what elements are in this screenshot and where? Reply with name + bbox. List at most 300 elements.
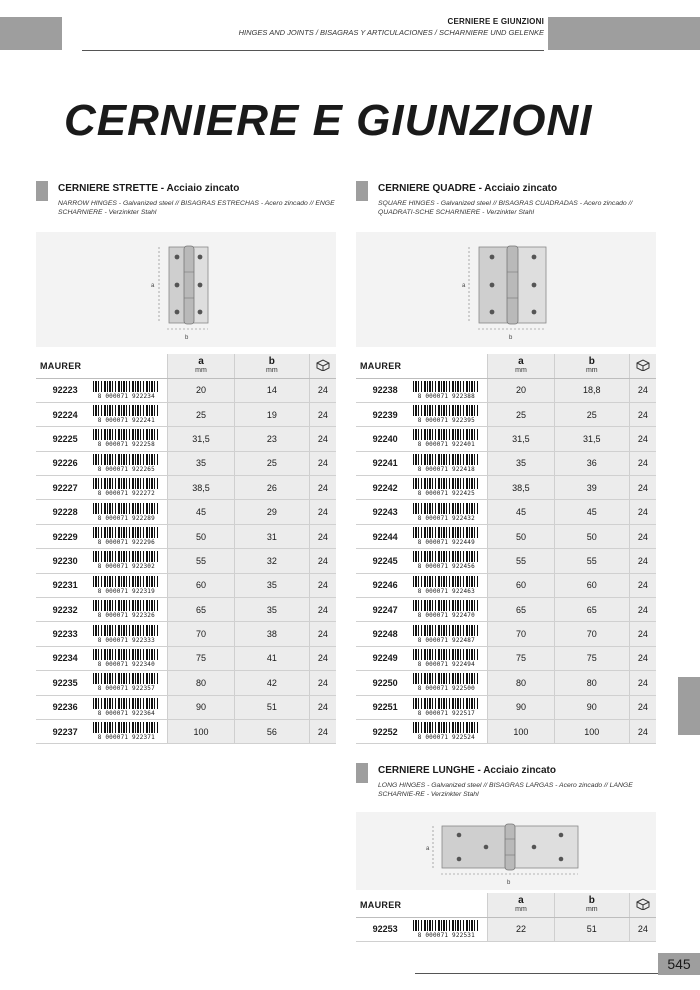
article-code: 92235 — [36, 671, 86, 695]
dimension-b: 42 — [234, 671, 309, 695]
table-row — [356, 451, 656, 475]
table-row — [356, 598, 656, 622]
barcode — [86, 524, 168, 548]
col-b-header — [554, 893, 629, 917]
table-header-row — [36, 354, 336, 378]
article-code: 92238 — [356, 378, 406, 402]
dimension-a: 45 — [167, 500, 234, 524]
barcode-number: 8 000071 922258 — [97, 441, 155, 449]
table-row — [356, 671, 656, 695]
section-title: CERNIERE LUNGHE - Acciaio zincato — [378, 765, 556, 776]
pack-quantity: 24 — [629, 378, 656, 402]
table-row — [356, 476, 656, 500]
dimension-b: 51 — [234, 695, 309, 719]
dimension-b: 70 — [554, 622, 629, 646]
barcode — [406, 451, 488, 475]
barcode-number: 8 000071 922234 — [97, 392, 155, 400]
section-marker — [36, 181, 48, 201]
pack-quantity: 24 — [629, 573, 656, 597]
barcode-number: 8 000071 922272 — [97, 490, 155, 498]
table-row — [36, 646, 336, 670]
dimension-b: 41 — [234, 646, 309, 670]
table-row — [36, 695, 336, 719]
header-left-block — [0, 17, 62, 50]
dimension-b: 23 — [234, 427, 309, 451]
barcode-lines — [93, 454, 159, 465]
pack-quantity: 24 — [629, 524, 656, 548]
narrow-hinge-image — [36, 232, 336, 347]
barcode-lines — [93, 722, 159, 733]
barcode — [86, 500, 168, 524]
barcode — [86, 573, 168, 597]
pack-quantity: 24 — [629, 500, 656, 524]
narrow-hinges-table — [36, 354, 336, 744]
table-row — [356, 549, 656, 573]
barcode-lines — [93, 600, 159, 611]
table-row — [356, 378, 656, 402]
barcode — [86, 402, 168, 426]
barcode-number: 8 000071 922401 — [417, 441, 475, 449]
dimension-a: 35 — [487, 451, 554, 475]
barcode-number: 8 000071 922487 — [417, 636, 475, 644]
barcode-number: 8 000071 922364 — [97, 709, 155, 717]
article-code: 92250 — [356, 671, 406, 695]
brand-logo: MAURER — [36, 354, 167, 378]
barcode-number: 8 000071 922531 — [417, 931, 475, 939]
header-subtitle: HINGES AND JOINTS / BISAGRAS Y ARTICULACIONES / SCHARNIERE UND GELENKE — [238, 28, 544, 37]
table-row — [356, 500, 656, 524]
dimension-a: 70 — [167, 622, 234, 646]
barcode — [86, 719, 168, 743]
dimension-a: 60 — [487, 573, 554, 597]
article-code: 92234 — [36, 646, 86, 670]
col-a-header — [487, 354, 554, 378]
square-hinges-table — [356, 354, 656, 744]
pack-quantity: 24 — [309, 402, 336, 426]
barcode-lines — [413, 920, 479, 931]
dim-a-label: a — [462, 283, 466, 289]
barcode-lines — [93, 503, 159, 514]
brand-logo: MAURER — [356, 354, 487, 378]
dimension-a: 100 — [167, 719, 234, 743]
dimension-b: 35 — [234, 598, 309, 622]
col-a-header — [167, 354, 234, 378]
barcode-number: 8 000071 922470 — [417, 612, 475, 620]
barcode-lines — [413, 405, 479, 416]
dimension-a: 70 — [487, 622, 554, 646]
table-row — [356, 402, 656, 426]
article-code: 92233 — [36, 622, 86, 646]
barcode-lines — [93, 527, 159, 538]
article-code: 92224 — [36, 402, 86, 426]
barcode-number: 8 000071 922388 — [417, 392, 475, 400]
article-code: 92229 — [36, 524, 86, 548]
pack-quantity: 24 — [309, 671, 336, 695]
pack-quantity: 24 — [629, 549, 656, 573]
barcode-number: 8 000071 922333 — [97, 636, 155, 644]
col-a-label: a — [198, 355, 204, 367]
dimension-a: 25 — [167, 402, 234, 426]
barcode-lines — [413, 503, 479, 514]
barcode — [86, 476, 168, 500]
box-icon — [309, 354, 336, 378]
dimension-b: 36 — [554, 451, 629, 475]
table-row — [36, 622, 336, 646]
box-icon — [629, 893, 656, 917]
header-rule — [82, 50, 544, 51]
dimension-b: 18,8 — [554, 378, 629, 402]
barcode — [406, 427, 488, 451]
pack-quantity: 24 — [629, 451, 656, 475]
table-row — [36, 476, 336, 500]
barcode — [406, 378, 488, 402]
barcode-lines — [93, 381, 159, 392]
pack-quantity: 24 — [309, 378, 336, 402]
barcode — [406, 671, 488, 695]
dimension-a: 31,5 — [167, 427, 234, 451]
barcode-lines — [413, 576, 479, 587]
barcode-lines — [413, 673, 479, 684]
dimension-b: 31,5 — [554, 427, 629, 451]
barcode-lines — [93, 551, 159, 562]
table-row — [356, 573, 656, 597]
pack-quantity: 24 — [629, 476, 656, 500]
pack-quantity: 24 — [309, 719, 336, 743]
pack-quantity: 24 — [629, 402, 656, 426]
article-code: 92228 — [36, 500, 86, 524]
article-code: 92253 — [356, 917, 406, 941]
box-icon — [629, 354, 656, 378]
table-row — [36, 500, 336, 524]
barcode-number: 8 000071 922463 — [417, 587, 475, 595]
barcode-lines — [93, 649, 159, 660]
article-code: 92249 — [356, 646, 406, 670]
barcode — [406, 917, 488, 941]
barcode-lines — [93, 405, 159, 416]
barcode-lines — [93, 478, 159, 489]
square-hinge-drawing — [356, 232, 656, 347]
dimension-b: 90 — [554, 695, 629, 719]
pack-quantity: 24 — [629, 646, 656, 670]
dimension-b: 45 — [554, 500, 629, 524]
article-code: 92241 — [356, 451, 406, 475]
barcode — [406, 646, 488, 670]
table-row — [36, 598, 336, 622]
barcode-number: 8 000071 922418 — [417, 465, 475, 473]
barcode — [86, 671, 168, 695]
barcode-number: 8 000071 922319 — [97, 587, 155, 595]
barcode — [406, 402, 488, 426]
barcode — [406, 695, 488, 719]
barcode-lines — [93, 429, 159, 440]
col-b-header — [234, 354, 309, 378]
section-description: LONG HINGES - Galvanized steel // BISAGRAS LARGAS - Acero zincado // LANGE SCHARNIE-RE - Verzinkter Stahl — [378, 782, 633, 798]
table-row — [36, 378, 336, 402]
barcode — [86, 451, 168, 475]
article-code: 92251 — [356, 695, 406, 719]
table-row — [356, 695, 656, 719]
dim-a-label: a — [151, 283, 155, 289]
table-row — [36, 427, 336, 451]
article-code: 92223 — [36, 378, 86, 402]
barcode — [406, 524, 488, 548]
barcode — [406, 476, 488, 500]
barcode — [406, 573, 488, 597]
article-code: 92247 — [356, 598, 406, 622]
section-marker — [356, 181, 368, 201]
col-b-unit: mm — [585, 905, 598, 913]
article-code: 92236 — [36, 695, 86, 719]
barcode-number: 8 000071 922395 — [417, 417, 475, 425]
table-row — [356, 524, 656, 548]
barcode — [86, 549, 168, 573]
dimension-b: 26 — [234, 476, 309, 500]
dimension-a: 20 — [167, 378, 234, 402]
barcode — [86, 427, 168, 451]
dimension-a: 90 — [487, 695, 554, 719]
barcode-lines — [93, 576, 159, 587]
barcode-lines — [413, 649, 479, 660]
barcode-number: 8 000071 922302 — [97, 563, 155, 571]
square-hinge-image — [356, 232, 656, 347]
dimension-b: 39 — [554, 476, 629, 500]
barcode-lines — [413, 625, 479, 636]
section-marker — [356, 763, 368, 783]
header-right-block — [548, 17, 700, 50]
col-b-unit: mm — [585, 366, 598, 374]
barcode-number: 8 000071 922326 — [97, 612, 155, 620]
article-code: 92227 — [36, 476, 86, 500]
table-row — [36, 671, 336, 695]
barcode-lines — [93, 625, 159, 636]
table-row — [36, 524, 336, 548]
pack-quantity: 24 — [629, 671, 656, 695]
col-b-label: b — [268, 355, 275, 367]
barcode-number: 8 000071 922296 — [97, 539, 155, 547]
dimension-a: 65 — [167, 598, 234, 622]
col-b-header — [554, 354, 629, 378]
dimension-b: 50 — [554, 524, 629, 548]
dimension-b: 14 — [234, 378, 309, 402]
dimension-b: 38 — [234, 622, 309, 646]
dimension-b: 60 — [554, 573, 629, 597]
barcode — [406, 719, 488, 743]
pack-quantity: 24 — [629, 598, 656, 622]
barcode-number: 8 000071 922340 — [97, 660, 155, 668]
dimension-b: 55 — [554, 549, 629, 573]
dimension-a: 20 — [487, 378, 554, 402]
barcode-number: 8 000071 922449 — [417, 539, 475, 547]
barcode — [406, 598, 488, 622]
dimension-b: 75 — [554, 646, 629, 670]
dimension-a: 38,5 — [487, 476, 554, 500]
article-code: 92239 — [356, 402, 406, 426]
pack-quantity: 24 — [629, 719, 656, 743]
dimension-a: 60 — [167, 573, 234, 597]
barcode — [86, 646, 168, 670]
pack-quantity: 24 — [309, 622, 336, 646]
barcode-number: 8 000071 922524 — [417, 734, 475, 742]
col-a-label: a — [518, 894, 524, 906]
table-row — [356, 719, 656, 743]
dimension-a: 55 — [487, 549, 554, 573]
dimension-a: 65 — [487, 598, 554, 622]
pack-quantity: 24 — [309, 549, 336, 573]
barcode — [86, 598, 168, 622]
barcode-lines — [413, 454, 479, 465]
dimension-a: 75 — [167, 646, 234, 670]
barcode — [86, 622, 168, 646]
article-code: 92226 — [36, 451, 86, 475]
dim-b-label: b — [509, 335, 513, 341]
table-row — [356, 917, 656, 941]
dimension-a: 25 — [487, 402, 554, 426]
dimension-b: 56 — [234, 719, 309, 743]
section-description: SQUARE HINGES - Galvanized steel // BISAGRAS CUADRADAS - Acero zincado // QUADRATI-SCHE SCHARNIERE - Verzinkter Stahl — [378, 200, 633, 216]
pack-quantity: 24 — [309, 573, 336, 597]
barcode-number: 8 000071 922265 — [97, 465, 155, 473]
article-code: 92246 — [356, 573, 406, 597]
dimension-b: 80 — [554, 671, 629, 695]
dimension-a: 55 — [167, 549, 234, 573]
table-row — [356, 427, 656, 451]
barcode-lines — [413, 527, 479, 538]
dimension-b: 32 — [234, 549, 309, 573]
pack-quantity: 24 — [309, 646, 336, 670]
dimension-b: 25 — [554, 402, 629, 426]
barcode — [406, 622, 488, 646]
barcode-number: 8 000071 922241 — [97, 417, 155, 425]
barcode-number: 8 000071 922432 — [417, 514, 475, 522]
col-a-unit: mm — [515, 905, 527, 913]
barcode-number: 8 000071 922371 — [97, 734, 155, 742]
article-code: 92244 — [356, 524, 406, 548]
table-row — [36, 549, 336, 573]
col-a-header — [488, 893, 555, 917]
section-title: CERNIERE STRETTE - Acciaio zincato — [58, 183, 240, 194]
col-b-label: b — [588, 355, 595, 367]
barcode-number: 8 000071 922357 — [97, 685, 155, 693]
pack-quantity: 24 — [629, 427, 656, 451]
table-header-row — [356, 893, 656, 917]
barcode-lines — [413, 429, 479, 440]
barcode-lines — [413, 698, 479, 709]
barcode — [86, 378, 168, 402]
table-row — [36, 451, 336, 475]
dimension-b: 19 — [234, 402, 309, 426]
pack-quantity: 24 — [309, 451, 336, 475]
section-title: CERNIERE QUADRE - Acciaio zincato — [378, 183, 558, 194]
barcode — [406, 500, 488, 524]
barcode-number: 8 000071 922517 — [417, 709, 475, 717]
article-code: 92230 — [36, 549, 86, 573]
article-code: 92252 — [356, 719, 406, 743]
article-code: 92232 — [36, 598, 86, 622]
barcode-lines — [413, 381, 479, 392]
dim-b-label: b — [185, 335, 189, 341]
dimension-a: 75 — [487, 646, 554, 670]
barcode-number: 8 000071 922289 — [97, 514, 155, 522]
col-a-label: a — [518, 355, 524, 367]
dimension-a: 22 — [488, 917, 555, 941]
page-title: CERNIERE E GIUNZIONI — [64, 96, 593, 145]
col-a-unit: mm — [195, 366, 207, 374]
barcode-lines — [413, 722, 479, 733]
article-code: 92231 — [36, 573, 86, 597]
col-b-unit: mm — [265, 366, 278, 374]
article-code: 92225 — [36, 427, 86, 451]
dimension-b: 35 — [234, 573, 309, 597]
dimension-a: 45 — [487, 500, 554, 524]
dimension-b: 100 — [554, 719, 629, 743]
header-title: CERNIERE E GIUNZIONI — [447, 17, 544, 26]
barcode — [86, 695, 168, 719]
dimension-a: 80 — [487, 671, 554, 695]
barcode-number: 8 000071 922494 — [417, 660, 475, 668]
dimension-b: 31 — [234, 524, 309, 548]
dimension-b: 65 — [554, 598, 629, 622]
dimension-a: 50 — [167, 524, 234, 548]
table-row — [36, 573, 336, 597]
table-row — [36, 719, 336, 743]
footer-rule — [415, 973, 658, 974]
barcode-number: 8 000071 922425 — [417, 490, 475, 498]
narrow-hinge-drawing — [36, 232, 336, 347]
table-row — [356, 622, 656, 646]
pack-quantity: 24 — [309, 500, 336, 524]
pack-quantity: 24 — [629, 917, 656, 941]
dim-b-label: b — [507, 880, 511, 886]
page-number: 545 — [667, 956, 691, 972]
barcode-lines — [93, 698, 159, 709]
dimension-a: 31,5 — [487, 427, 554, 451]
dimension-a: 80 — [167, 671, 234, 695]
section-description: NARROW HINGES - Galvanized steel // BISAGRAS ESTRECHAS - Acero zincado // ENGE SCHARNIERE - Verzinkter Stahl — [58, 200, 335, 216]
article-code: 92243 — [356, 500, 406, 524]
barcode-lines — [93, 673, 159, 684]
dim-a-label: a — [426, 846, 430, 852]
dimension-a: 38,5 — [167, 476, 234, 500]
col-a-unit: mm — [515, 366, 527, 374]
barcode — [406, 549, 488, 573]
col-b-label: b — [588, 894, 595, 906]
long-hinge-drawing — [356, 812, 656, 890]
pack-quantity: 24 — [309, 524, 336, 548]
table-header-row — [356, 354, 656, 378]
dimension-a: 90 — [167, 695, 234, 719]
barcode-number: 8 000071 922500 — [417, 685, 475, 693]
pack-quantity: 24 — [309, 695, 336, 719]
dimension-b: 51 — [554, 917, 629, 941]
table-row — [356, 646, 656, 670]
dimension-a: 35 — [167, 451, 234, 475]
article-code: 92242 — [356, 476, 406, 500]
pack-quantity: 24 — [309, 598, 336, 622]
pack-quantity: 24 — [309, 427, 336, 451]
barcode-number: 8 000071 922456 — [417, 563, 475, 571]
article-code: 92245 — [356, 549, 406, 573]
barcode-lines — [413, 551, 479, 562]
long-hinge-image — [356, 812, 656, 890]
long-hinges-table — [356, 893, 656, 942]
article-code: 92237 — [36, 719, 86, 743]
table-row — [36, 402, 336, 426]
article-code: 92248 — [356, 622, 406, 646]
dimension-a: 100 — [487, 719, 554, 743]
dimension-b: 29 — [234, 500, 309, 524]
dimension-b: 25 — [234, 451, 309, 475]
barcode-lines — [413, 600, 479, 611]
